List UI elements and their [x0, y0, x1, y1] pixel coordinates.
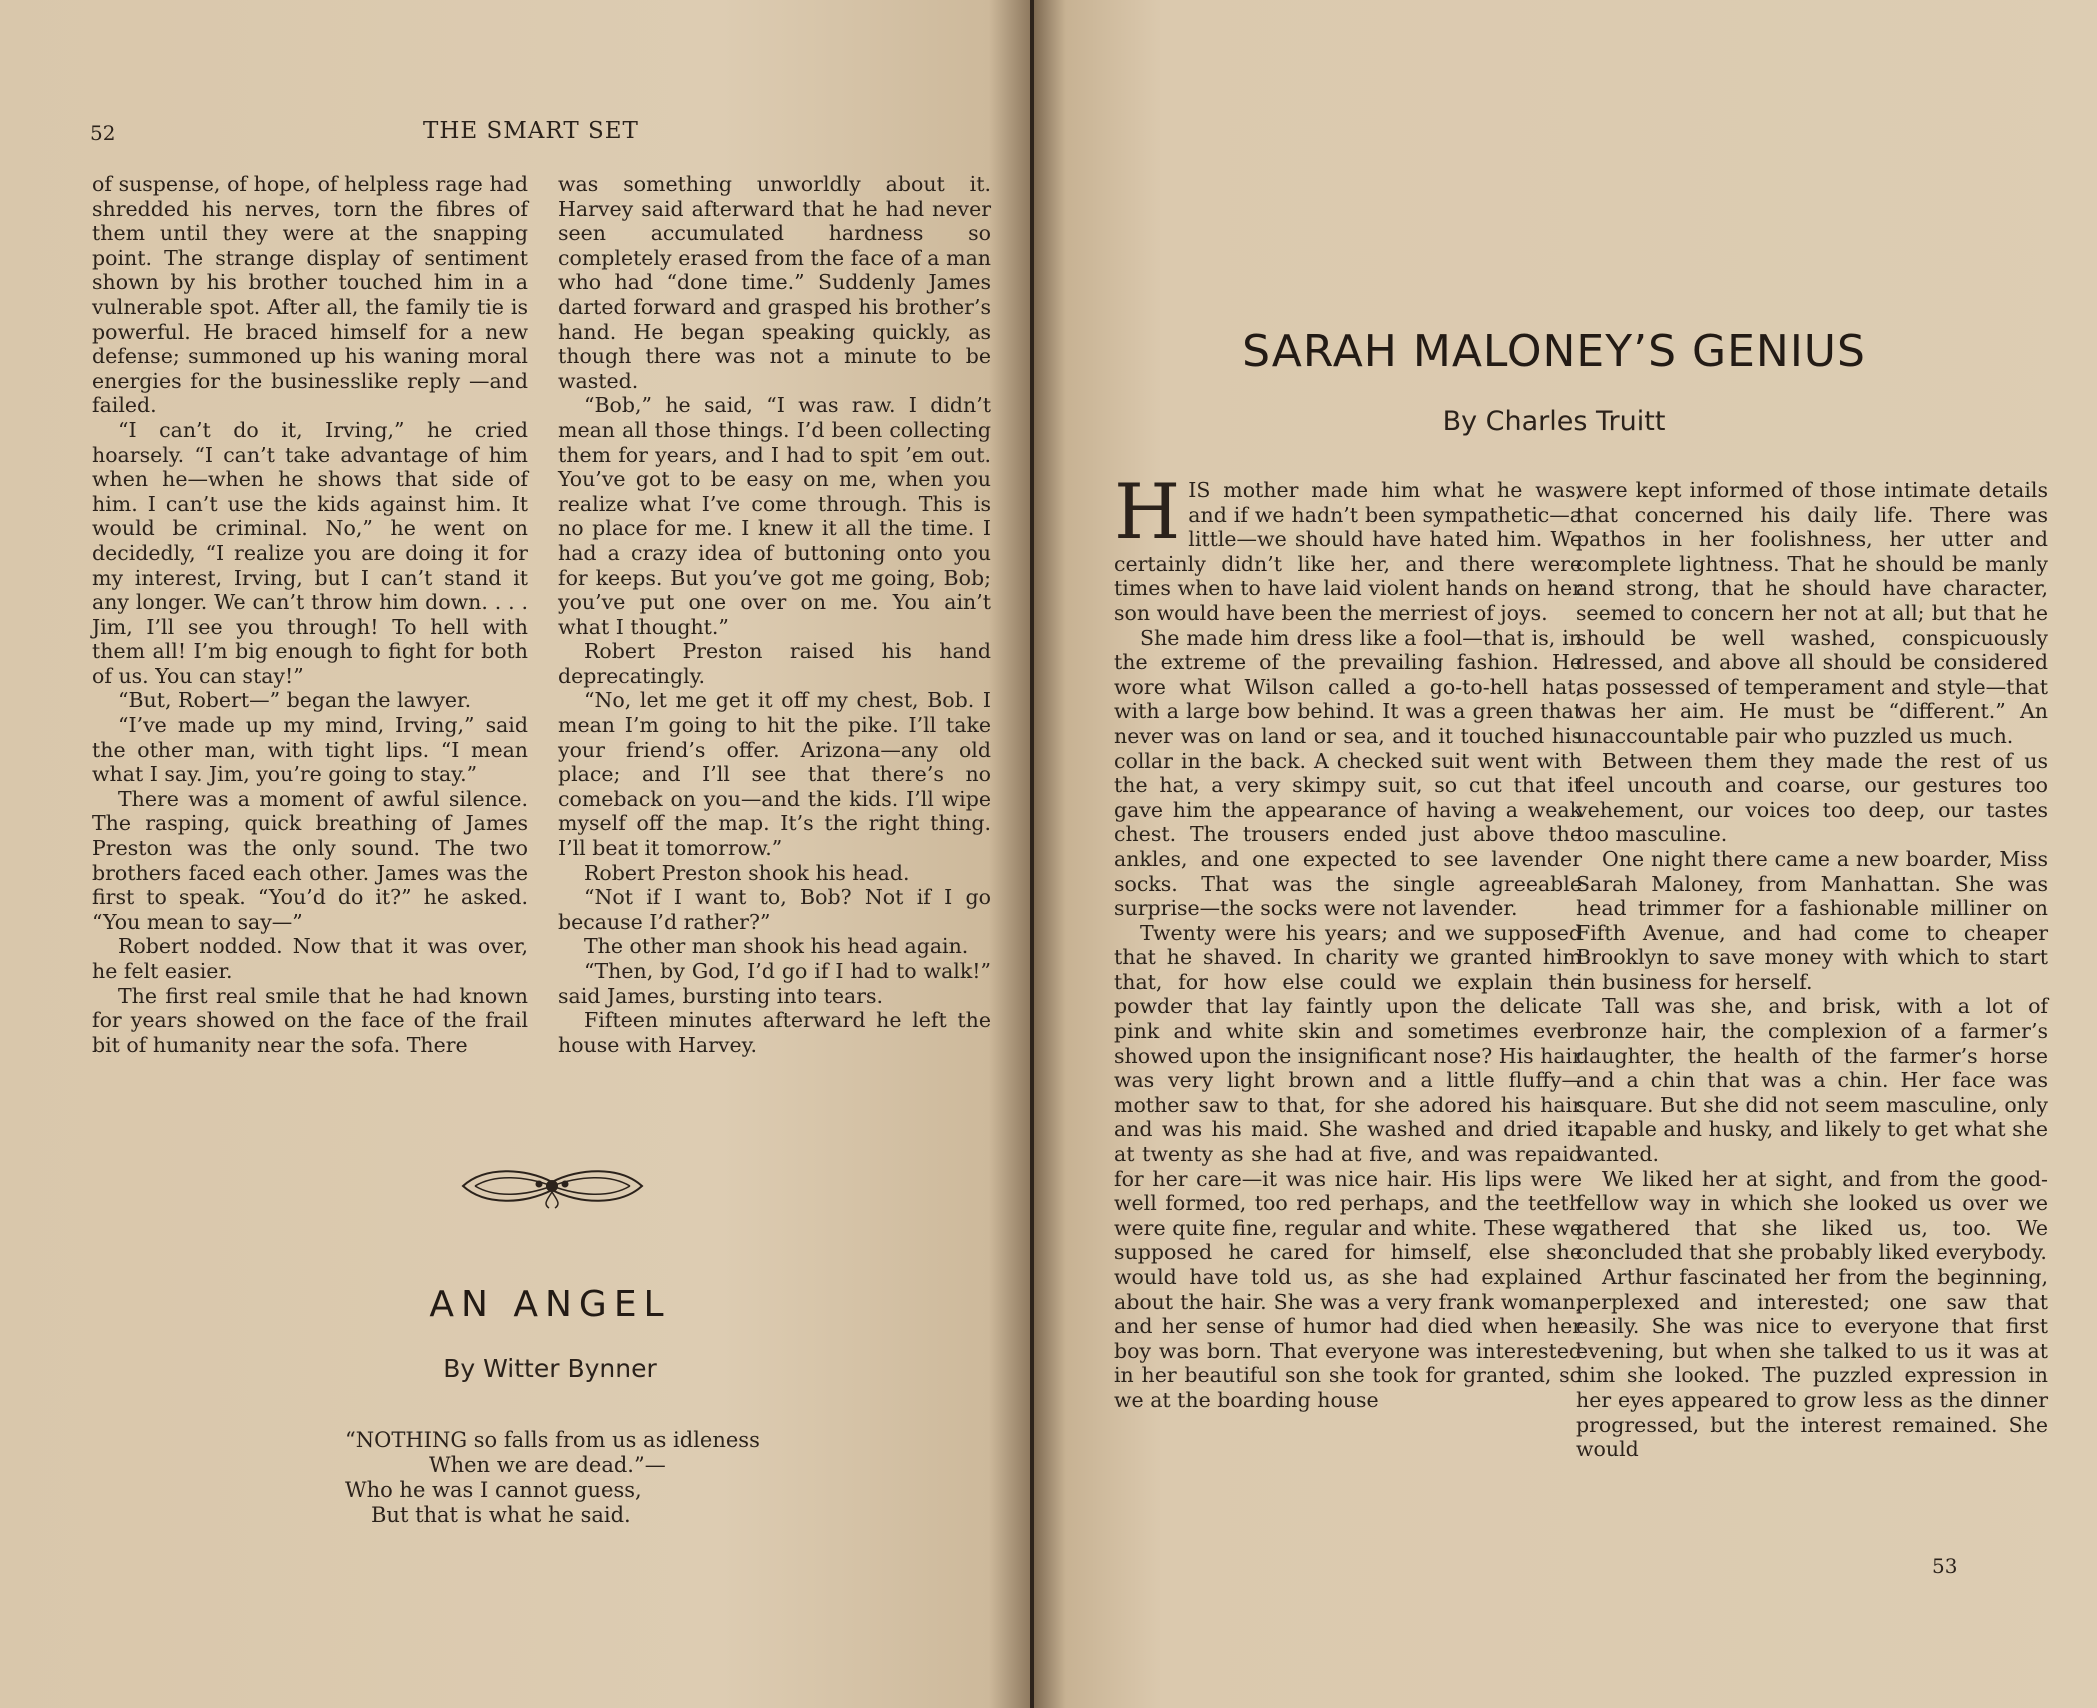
paragraph: One night there came a new boarder, Miss Sarah Maloney, from Manhattan. She was head trimmer for a fashionable milliner on Fifth Avenue, and had come to cheaper Brooklyn to save money with which to start in business for herself.: [1576, 846, 2048, 994]
running-head: THE SMART SET: [423, 118, 639, 144]
paragraph: “Then, by God, I’d go if I had to walk!” said James, bursting into tears.: [558, 959, 991, 1008]
paragraph: “I’ve made up my mind, Irving,” said the other man, with tight lips. “I mean what I say. Jim, you’re going to stay.”: [92, 713, 528, 787]
paragraph: Tall was she, and brisk, with a lot of bronze hair, the complexion of a farmer’s daughter, the health of the farmer’s horse and a chin that was a chin. Her face was square. But she did not seem masculine, only capable and husky, and likely to get what she wanted.: [1576, 994, 2048, 1167]
right-page: [1034, 0, 2097, 1708]
paragraph: was something unworldly about it. Harvey said afterward that he had never seen accumulated hardness so completely erased from the face of a man who had “done time.” Suddenly James darted forward and grasped his brother’s hand. He began speaking quickly, as though there was not a minute to be wasted.: [558, 172, 991, 393]
paragraph: “Not if I want to, Bob? Not if I go because I’d rather?”: [558, 885, 991, 934]
paragraph: Robert Preston raised his hand deprecatingly.: [558, 639, 991, 688]
paragraph: The other man shook his head again.: [584, 934, 969, 959]
paragraph: There was a moment of awful silence. The rasping, quick breathing of James Preston was the only sound. The two brothers faced each other. James was the first to speak. “You’d do it?” he asked. “You mean to say—”: [92, 786, 528, 934]
right-column-2: [1576, 478, 2048, 1462]
paragraph: We liked her at sight, and from the good-fellow way in which she looked us over we gathered that she liked us, too. We concluded that she probably liked everybody.: [1576, 1166, 2048, 1265]
paragraph: “But, Robert—” began the lawyer.: [118, 688, 472, 713]
opening-paragraph: [1114, 467, 1582, 626]
paragraph: “Bob,” he said, “I was raw. I didn’t mean all those things. I’d been collecting them for years, and I had to spit ’em out. You’ve got to be easy on me, when you realize what I’ve come through. This is no place for me. I knew it all the time. I had a crazy idea of buttoning onto you for keeps. But you’ve got me going, Bob; you’ve put one over on me. You ain’t what I thought.”: [558, 393, 991, 639]
paragraph: were kept informed of those intimate details that concerned his daily life. There was pathos in her foolishness, her utter and complete lightness. That he should be manly and strong, that he should have character, seemed to concern her not at all; but that he should be well washed, conspicuously dressed, and above all should be considered as possessed of temperament and style—that was her aim. He must be “different.” An unaccountable pair who puzzled us much.: [1576, 478, 2048, 748]
paragraph: “No, let me get it off my chest, Bob. I mean I’m going to hit the pike. I’ll take your friend’s offer. Arizona—any old place; and I’ll see that there’s no comeback on you—and the kids. I’ll wipe myself off the map. It’s the right thing. I’ll beat it tomorrow.”: [558, 688, 991, 861]
paragraph: “I can’t do it, Irving,” he cried hoarsely. “I can’t take advantage of him when he—when he shows that side of him. I can’t use the kids against him. It would be criminal. No,” he went on decidedly, “I realize you are doing it for my interest, Irving, but I can’t stand it any longer. We can’t throw him down. . . . Jim, I’ll see you through! To hell with them all! I’m big enough to fight for both of us. You can stay!”: [92, 417, 528, 688]
opening-text: IS mother made him what he was, and if we hadn’t been sympathetic—a little—we should have hated him. We certainly didn’t like her, and there were times when to have laid violent hands on her son would have been the merriest of joys.: [1114, 478, 1582, 625]
poem-byline: By Witter Bynner: [443, 1354, 657, 1383]
paragraph: Fifteen minutes afterward he left the house with Harvey.: [558, 1008, 991, 1057]
paragraph: Robert Preston shook his head.: [584, 860, 910, 885]
story-byline: By Charles Truitt: [1442, 406, 1666, 437]
poem-line: But that is what he said.: [371, 1503, 631, 1527]
paragraph: Robert nodded. Now that it was over, he felt easier.: [92, 934, 528, 983]
poem-line: “NOTHING so falls from us as idleness: [345, 1428, 760, 1452]
poem: [345, 1428, 760, 1528]
drop-cap: H: [1114, 467, 1181, 556]
paragraph: Twenty were his years; and we supposed that he shaved. In charity we granted him that, for how else could we explain the powder that lay faintly upon the delicate pink and white skin and sometimes even showed upon the insignificant nose? His hair was very light brown and a little fluffy—mother saw to that, for she adored his hair and was his maid. She washed and dried it at twenty as she had at five, and was repaid for her care—it was nice hair. His lips were well formed, too red perhaps, and the teeth were quite fine, regular and white. These we supposed he cared for himself, else she would have told us, as she had explained about the hair. She was a very frank woman, and her sense of humor had died when her boy was born. That everyone was interested in her beautiful son she took for granted, so we at the boarding house: [1114, 920, 1582, 1412]
page-number-left: 52: [90, 121, 116, 145]
left-column-1: [92, 172, 528, 1057]
paragraph: She made him dress like a fool—that is, in the extreme of the prevailing fashion. He wore what Wilson called a go-to-hell hat, with a large bow behind. It was a green that never was on land or sea, and it touched his collar in the back. A checked suit went with the hat, a very skimpy suit, so cut that it gave him the appearance of having a weak chest. The trousers ended just above the ankles, and one expected to see lavender socks. That was the single agreeable surprise—the socks were not lavender.: [1114, 625, 1582, 921]
right-column-1: [1114, 467, 1582, 1413]
floral-ornament-icon: [455, 1160, 650, 1212]
paragraph: of suspense, of hope, of helpless rage had shredded his nerves, torn the fibres of them until they were at the snapping point. The strange display of sentiment shown by his brother touched him in a vulnerable spot. After all, the family tie is powerful. He braced himself for a new defense; summoned up his waning moral energies for the businesslike reply —and failed.: [92, 172, 528, 418]
poem-line: When we are dead.”—: [429, 1453, 666, 1477]
page-number-right: 53: [1932, 1554, 1958, 1578]
poem-line: Who he was I cannot guess,: [345, 1478, 642, 1502]
paragraph: Arthur fascinated her from the beginning, perplexed and interested; one saw that easily. She was nice to everyone that first evening, but when she talked to us it was at him she looked. The puzzled expression in her eyes appeared to grow less as the dinner progressed, but the interest remained. She would: [1576, 1265, 2048, 1462]
left-page: [0, 0, 1030, 1708]
paragraph: The first real smile that he had known for years showed on the face of the frail bit of humanity near the sofa. There: [92, 983, 528, 1057]
left-column-2: [558, 172, 991, 1057]
poem-title: AN ANGEL: [429, 1284, 671, 1325]
story-title: SARAH MALONEY’S GENIUS: [1242, 326, 1866, 377]
paragraph: Between them they made the rest of us feel uncouth and coarse, our gestures too vehement, our voices too deep, our tastes too masculine.: [1576, 748, 2048, 847]
